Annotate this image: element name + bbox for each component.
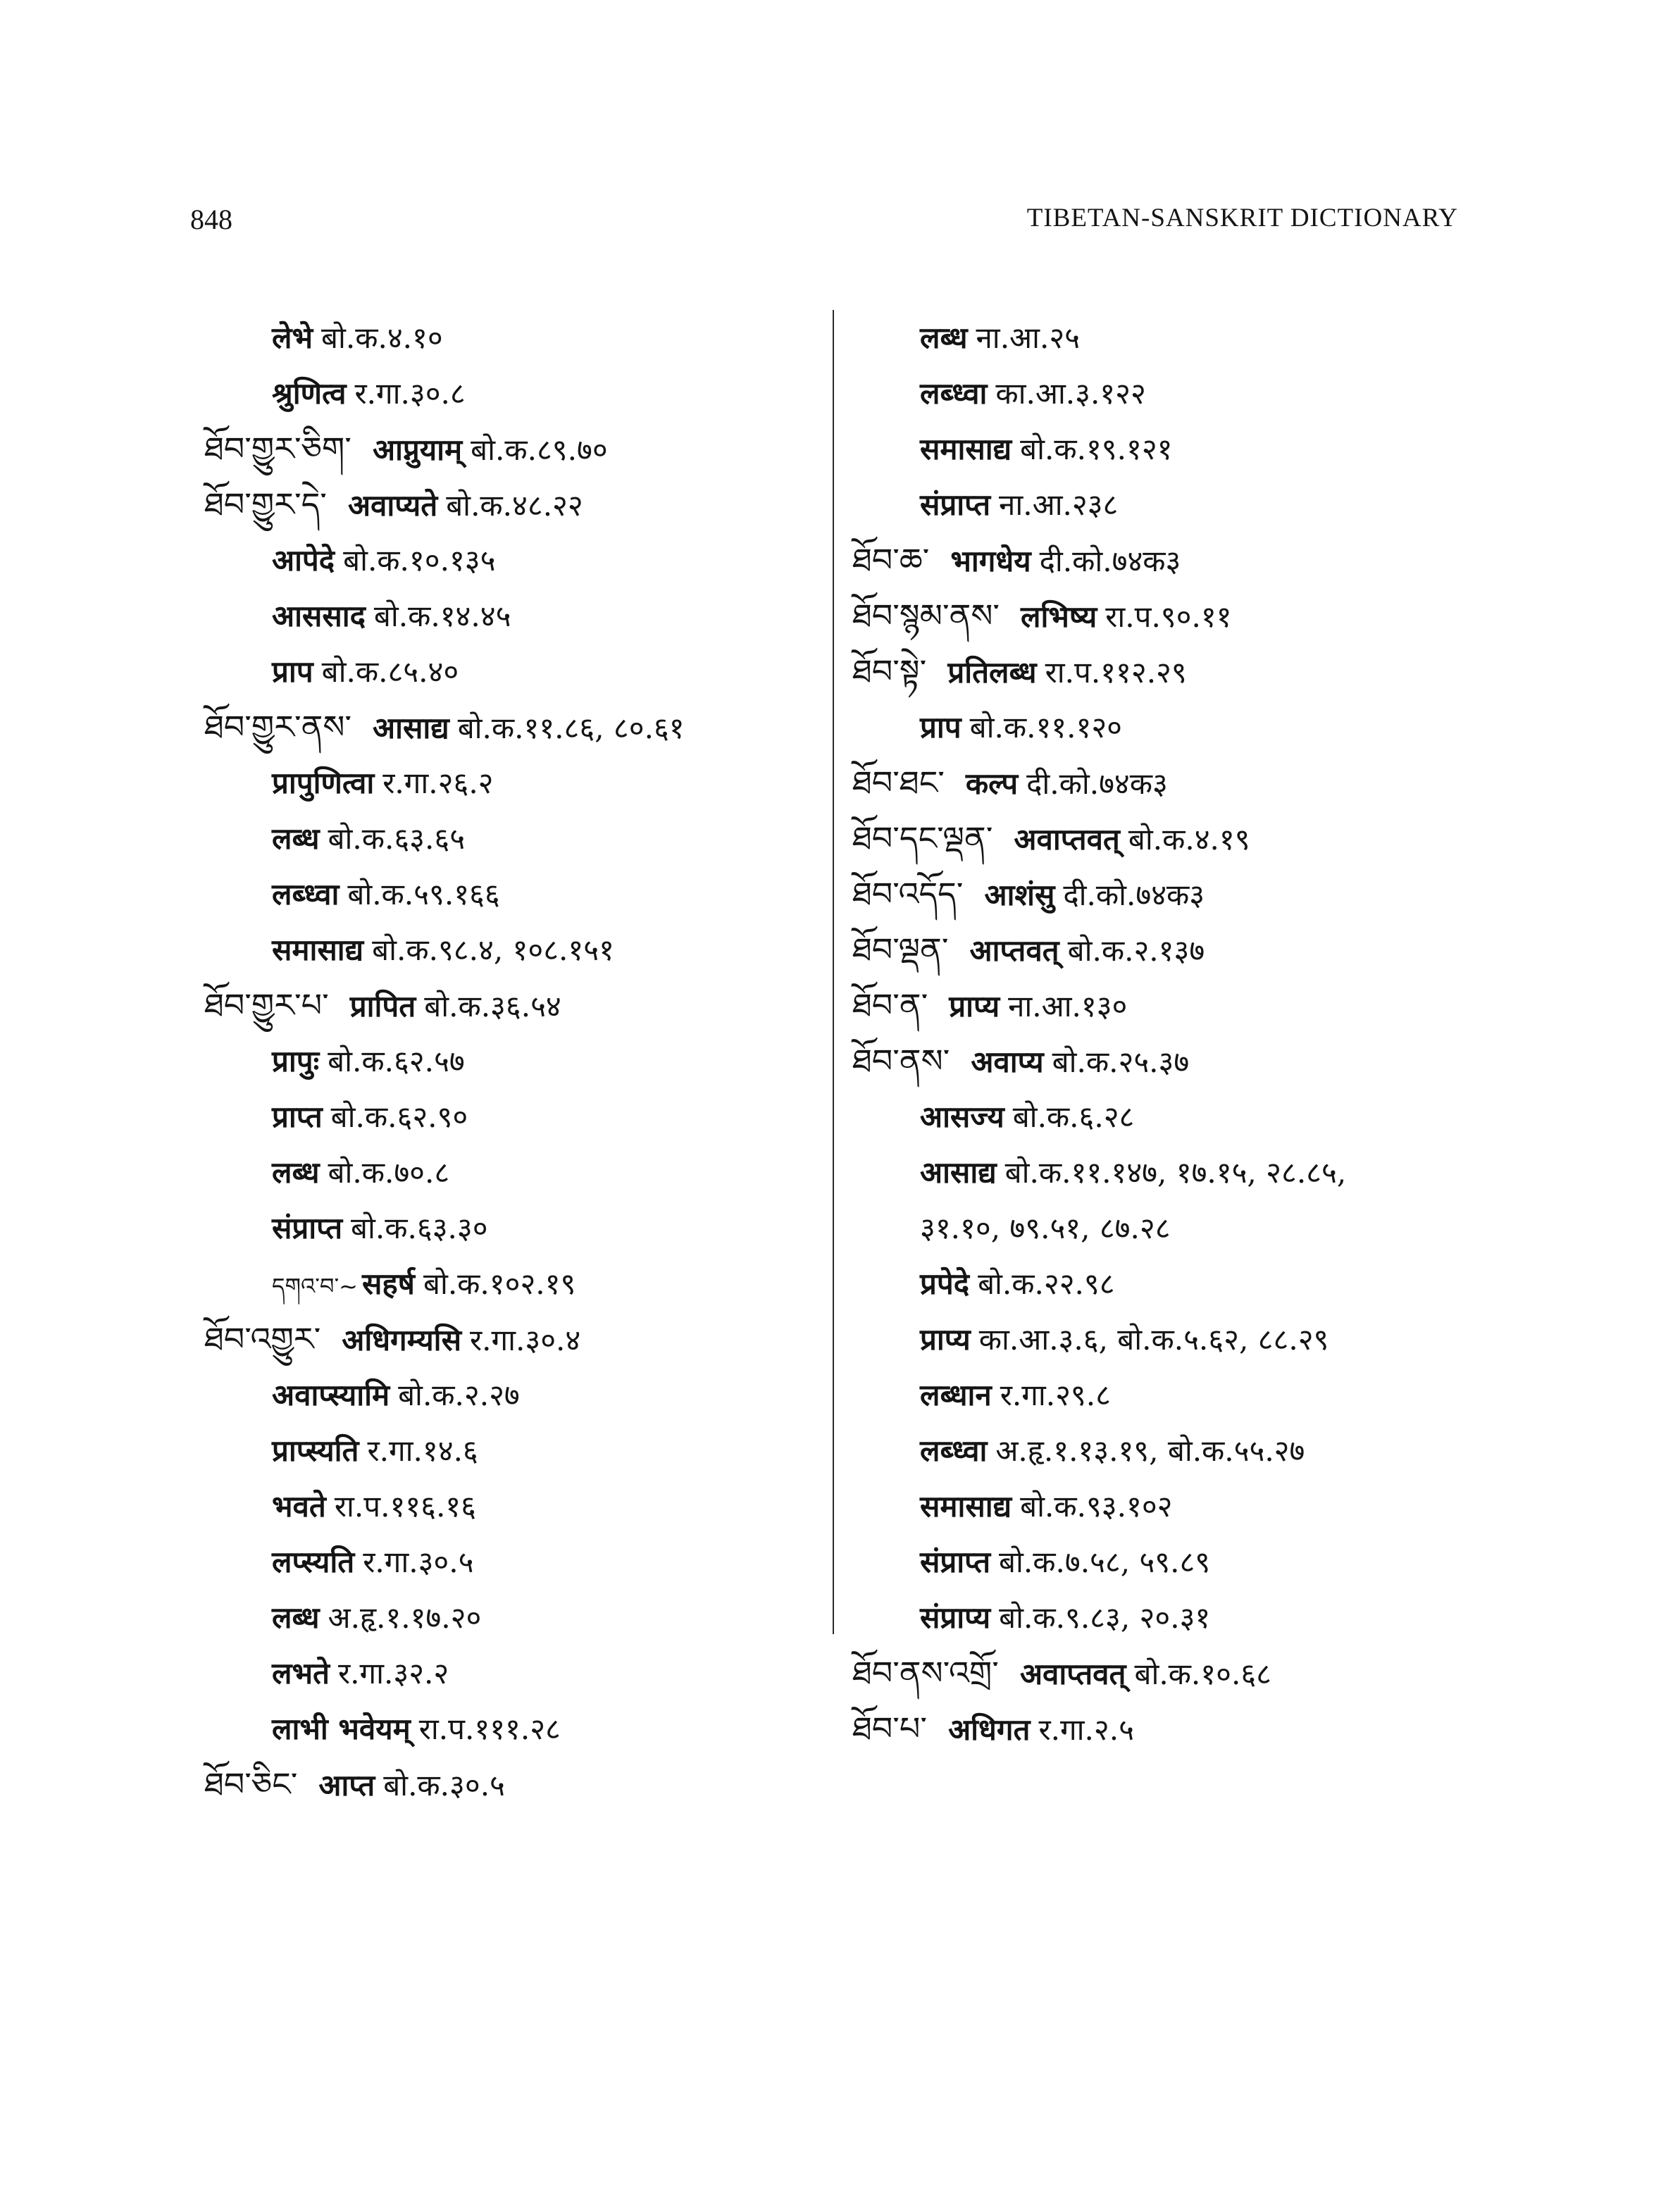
source-reference: बो.क.४.१० — [321, 320, 443, 355]
sanskrit-equivalent: लब्ध्वा — [920, 376, 988, 411]
tibetan-headword: ཐོབ་སྙམ་ནས་ — [852, 597, 1000, 635]
sense-entry — [204, 1423, 824, 1478]
sanskrit-equivalent: आसाद्य — [373, 711, 449, 745]
sense-entry — [852, 1256, 1472, 1312]
source-reference: ३१.१०, ७९.५१, ८७.२८ — [920, 1211, 1171, 1245]
headword-entry — [852, 866, 1472, 922]
sanskrit-equivalent: प्राप — [920, 710, 962, 745]
tibetan-headword: དགའ་བ་~ — [272, 1273, 358, 1300]
headword-entry — [852, 811, 1472, 866]
source-reference: बो.क.९८.४, १०८.१५१ — [372, 933, 614, 967]
sense-entry — [204, 1145, 824, 1200]
sanskrit-equivalent: प्रतिलब्ध — [947, 655, 1037, 690]
source-reference: बो.क.१४.४५ — [373, 599, 511, 633]
sense-entry — [852, 477, 1472, 533]
sanskrit-equivalent: संप्राप्त — [272, 1211, 343, 1245]
sanskrit-equivalent: प्रापुः — [272, 1044, 320, 1078]
sanskrit-equivalent: आसज्य — [920, 1100, 1004, 1134]
source-reference: रा.प.११२.२९ — [1045, 655, 1187, 690]
sense-entry — [204, 1089, 824, 1145]
sense-entry — [204, 1590, 824, 1645]
source-reference: र.गा.२९.८ — [1000, 1378, 1111, 1412]
sanskrit-equivalent: लाभी भवेयम् — [272, 1712, 411, 1746]
tibetan-headword: ཐོབ་གྱུར་པ་ — [204, 986, 329, 1024]
headword-entry — [852, 533, 1472, 588]
sanskrit-equivalent: अवाप्तवत् — [1019, 1657, 1126, 1691]
source-reference: बो.क.९३.१०२ — [1020, 1489, 1173, 1524]
tibetan-headword: ཐོབ་ནས་ — [852, 1042, 950, 1080]
sanskrit-equivalent: आप्तवत् — [969, 933, 1059, 968]
source-reference: बो.क.३६.५४ — [424, 989, 561, 1023]
headword-entry — [852, 755, 1472, 811]
sanskrit-equivalent: आसाद्य — [920, 1155, 997, 1190]
sense-entry — [204, 811, 824, 866]
source-reference: बो.क.९.८३, २०.३१ — [999, 1600, 1211, 1635]
sanskrit-equivalent: संप्राप्त — [920, 487, 991, 522]
sanskrit-equivalent: भवते — [272, 1489, 326, 1524]
sanskrit-equivalent: आससाद — [272, 599, 366, 633]
sense-entry — [852, 421, 1472, 477]
sanskrit-equivalent: लब्ध्वा — [920, 1433, 988, 1468]
running-head: TIBETAN-SANSKRIT DICTIONARY — [1026, 204, 1458, 232]
source-reference: बो.क.६२.९० — [330, 1100, 468, 1134]
source-reference: दी.को.७४क३ — [1039, 544, 1181, 578]
source-reference: बो.क.८९.७० — [471, 432, 608, 467]
source-reference: बो.क.१०.१३५ — [343, 543, 496, 578]
source-reference: र.गा.१४.६ — [367, 1433, 478, 1468]
sanskrit-equivalent: प्रपेदे — [920, 1266, 970, 1301]
source-reference: बो.क.१०.६८ — [1134, 1657, 1271, 1691]
tibetan-headword: ཐོབ་ཆ་ — [852, 541, 930, 579]
sanskrit-equivalent: लब्ध — [272, 1600, 320, 1635]
headword-entry — [204, 421, 824, 477]
sanskrit-equivalent: अधिगम्यसि — [342, 1323, 461, 1357]
sanskrit-equivalent: आपेदे — [272, 543, 335, 578]
sense-entry — [204, 310, 824, 366]
sanskrit-equivalent: कल्प — [965, 766, 1019, 801]
source-reference: बो.क.२५.३७ — [1052, 1045, 1190, 1079]
tibetan-headword: ཐོབ་ཐང་ — [852, 764, 945, 802]
sense-entry — [204, 366, 824, 421]
headword-entry — [852, 1701, 1472, 1757]
sanskrit-equivalent: अधिगत — [948, 1712, 1031, 1747]
left-column — [204, 310, 824, 1812]
sanskrit-equivalent: प्राप्त — [272, 1100, 323, 1134]
sanskrit-equivalent: समासाद्य — [920, 1489, 1012, 1524]
source-reference: बो.क.२.१३७ — [1067, 933, 1205, 968]
sense-entry — [852, 1478, 1472, 1534]
headword-entry — [852, 922, 1472, 978]
sanskrit-equivalent: समासाद्य — [272, 933, 364, 967]
headword-entry — [204, 1312, 824, 1367]
source-reference: रा.प.११६.१६ — [334, 1489, 476, 1524]
sanskrit-equivalent: लब्ध्वा — [272, 877, 340, 911]
right-column — [852, 310, 1472, 1757]
sanskrit-equivalent: लब्ध — [272, 1155, 320, 1190]
headword-entry — [852, 1645, 1472, 1701]
sanskrit-equivalent: प्रापुणित्वा — [272, 766, 375, 800]
source-reference: बो.क.२.२७ — [398, 1378, 520, 1412]
tibetan-headword: ཐོབ་ཅིང་ — [204, 1765, 298, 1803]
tibetan-headword: ཐོབ་པ་ — [852, 1710, 928, 1748]
sense-entry — [204, 1367, 824, 1423]
tibetan-headword: ཐོབ་ནས་འགྲོ་ — [852, 1654, 999, 1692]
source-reference: ना.आ.२५ — [976, 320, 1080, 355]
sense-entry — [204, 866, 824, 922]
sanskrit-equivalent: लप्स्यति — [272, 1545, 355, 1579]
headword-entry — [204, 978, 824, 1033]
tibetan-headword: ཐོབ་གྱུར་ཅིག་ — [204, 430, 351, 468]
sense-entry — [204, 533, 824, 588]
source-reference: र.गा.२.५ — [1038, 1712, 1134, 1747]
source-reference: अ.हृ.१.१३.१९, बो.क.५५.२७ — [995, 1433, 1305, 1468]
sense-entry — [852, 1089, 1472, 1145]
tibetan-headword: ཐོབ་ན་ — [852, 986, 928, 1024]
sanskrit-equivalent: लभते — [272, 1656, 330, 1691]
sense-entry — [852, 366, 1472, 421]
sanskrit-equivalent: अवाप्यते — [347, 488, 438, 523]
tibetan-headword: ཐོབ་དང་ལྡན་ — [852, 819, 993, 857]
sanskrit-equivalent: आप्त — [318, 1768, 375, 1803]
sanskrit-equivalent: श्रुणित्व — [272, 376, 347, 411]
sense-entry — [852, 1200, 1472, 1256]
source-reference: बो.क.११.१२० — [969, 710, 1123, 745]
sense-entry — [852, 1534, 1472, 1590]
headword-entry — [204, 477, 824, 533]
sanskrit-equivalent: प्राप्स्यति — [272, 1433, 359, 1468]
sanskrit-equivalent: अवाप्स्यामि — [272, 1378, 390, 1412]
headword-entry — [204, 1757, 824, 1812]
source-reference: बो.क.६३.३० — [351, 1211, 488, 1245]
sense-entry — [204, 644, 824, 699]
source-reference: र.गा.३०.५ — [363, 1545, 474, 1579]
sanskrit-equivalent: लब्ध — [920, 320, 968, 355]
headword-entry — [852, 978, 1472, 1033]
source-reference: अ.हृ.१.१७.२० — [328, 1600, 482, 1635]
sense-entry — [204, 1256, 824, 1312]
sense-entry — [852, 1145, 1472, 1200]
source-reference: का.आ.३.६, बो.क.५.६२, ८८.२९ — [978, 1322, 1329, 1357]
source-reference: र.गा.३०.४ — [469, 1323, 581, 1357]
sanskrit-equivalent: लेभे — [272, 320, 313, 355]
column-divider — [833, 310, 834, 1634]
sanskrit-equivalent: संप्राप्य — [920, 1600, 991, 1635]
source-reference: र.गा.३०.८ — [354, 376, 466, 411]
sense-entry — [852, 1312, 1472, 1367]
sense-entry — [204, 1534, 824, 1590]
sense-entry — [852, 699, 1472, 755]
tibetan-headword: ཐོབ་འདོད་ — [852, 875, 964, 913]
source-reference: बो.क.१०२.१९ — [423, 1266, 576, 1301]
sanskrit-equivalent: समासाद्य — [920, 432, 1012, 466]
sense-entry — [852, 1423, 1472, 1478]
source-reference: ना.आ.१३० — [1008, 989, 1128, 1023]
sanskrit-equivalent: अवाप्य — [971, 1045, 1044, 1079]
sense-entry — [204, 1645, 824, 1701]
sanskrit-equivalent: आप्नुयाम् — [372, 432, 463, 467]
sense-entry — [204, 588, 824, 644]
sense-entry — [204, 1200, 824, 1256]
sense-entry — [204, 755, 824, 811]
sanskrit-equivalent: प्राप — [272, 654, 313, 689]
headword-entry — [852, 588, 1472, 644]
sense-entry — [852, 310, 1472, 366]
sanskrit-equivalent: प्राप्य — [949, 989, 1000, 1023]
sense-entry — [852, 1590, 1472, 1645]
source-reference: का.आ.३.१२२ — [995, 376, 1146, 411]
source-reference: बो.क.७.५८, ५९.८९ — [999, 1545, 1211, 1579]
sense-entry — [204, 1478, 824, 1534]
sanskrit-equivalent: सहर्ष — [361, 1266, 415, 1301]
sanskrit-equivalent: अवाप्तवत् — [1014, 822, 1120, 857]
sanskrit-equivalent: लभिष्य — [1021, 599, 1097, 634]
sense-entry — [204, 1033, 824, 1089]
sanskrit-equivalent: लब्धान — [920, 1378, 992, 1412]
headword-entry — [204, 699, 824, 755]
source-reference: रा.प.१११.२८ — [418, 1712, 561, 1746]
source-reference: बो.क.११.१४७, १७.१५, २८.८५, — [1004, 1155, 1347, 1190]
headword-entry — [852, 1033, 1472, 1089]
tibetan-headword: ཐོབ་གྱུར་དེ་ — [204, 485, 327, 523]
source-reference: दी.को.७४क३ — [1026, 766, 1168, 801]
source-reference: र.गा.३२.२ — [337, 1656, 449, 1691]
source-reference: बो.क.५९.१६६ — [347, 877, 500, 911]
source-reference: बो.क.२२.९८ — [978, 1266, 1115, 1301]
tibetan-headword: ཐོབ་ལྡན་ — [852, 930, 949, 969]
source-reference: बो.क.४.१९ — [1128, 822, 1250, 857]
sense-entry — [852, 1367, 1472, 1423]
sense-entry — [204, 1701, 824, 1757]
tibetan-headword: ཐོབ་གྱུར་ནས་ — [204, 708, 352, 746]
tibetan-headword: ཐོབ་འགྱུར་ — [204, 1320, 321, 1358]
source-reference: बो.क.७०.८ — [328, 1155, 450, 1190]
source-reference: ना.आ.२३८ — [999, 487, 1119, 522]
source-reference: दी.को.७४क३ — [1063, 878, 1205, 912]
source-reference: बो.क.६.२८ — [1012, 1100, 1135, 1134]
sanskrit-equivalent: लब्ध — [272, 821, 320, 856]
source-reference: र.गा.२६.२ — [382, 766, 494, 800]
sanskrit-equivalent: भागधेय — [950, 544, 1031, 578]
source-reference: बो.क.६३.६५ — [328, 821, 466, 856]
sanskrit-equivalent: प्राप्य — [920, 1322, 971, 1357]
source-reference: बो.क.१९.१२१ — [1020, 432, 1173, 466]
sanskrit-equivalent: संप्राप्त — [920, 1545, 991, 1579]
source-reference: बो.क.४८.२२ — [446, 488, 583, 523]
sanskrit-equivalent: आशंसु — [984, 878, 1055, 912]
source-reference: बो.क.८५.४० — [321, 654, 459, 689]
sense-entry — [204, 922, 824, 978]
source-reference: रा.प.९०.११ — [1105, 599, 1232, 634]
source-reference: बो.क.११.८६, ८०.६१ — [457, 711, 685, 745]
sanskrit-equivalent: प्रापित — [349, 989, 416, 1023]
source-reference: बो.क.३०.५ — [383, 1768, 505, 1803]
page-number: 848 — [190, 204, 232, 235]
tibetan-headword: ཐོབ་སྟེ་ — [852, 652, 927, 690]
source-reference: बो.क.६२.५७ — [328, 1044, 465, 1078]
headword-entry — [852, 644, 1472, 699]
